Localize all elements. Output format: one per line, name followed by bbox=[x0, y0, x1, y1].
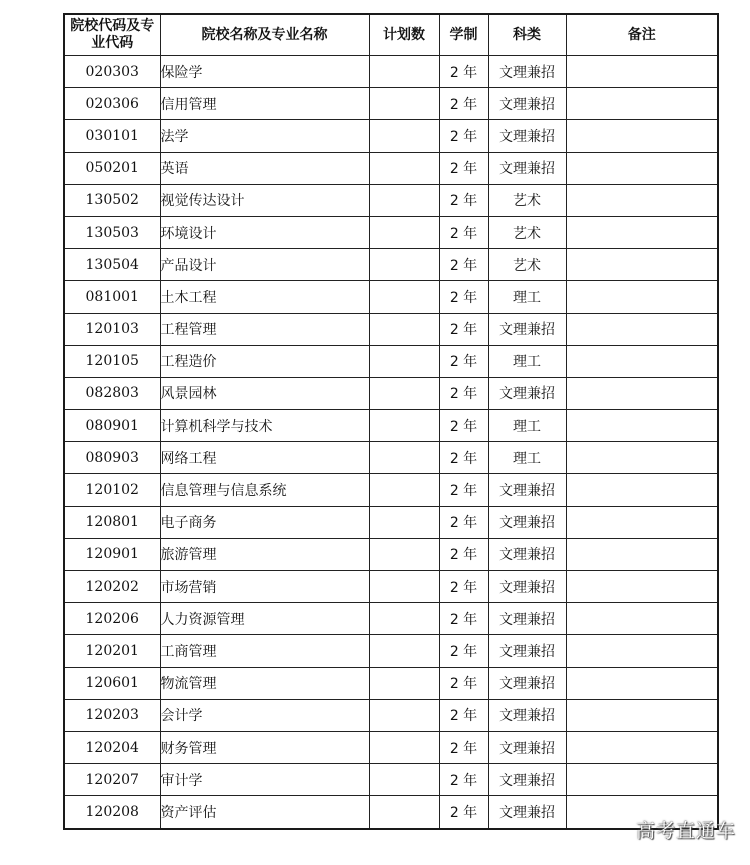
cell-category: 文理兼招 bbox=[488, 764, 566, 796]
cell-plan bbox=[369, 249, 439, 281]
cell-code: 120801 bbox=[64, 506, 160, 538]
cell-code: 120207 bbox=[64, 764, 160, 796]
cell-name: 资产评估 bbox=[160, 796, 369, 829]
cell-note bbox=[566, 410, 718, 442]
cell-plan bbox=[369, 442, 439, 474]
cell-note bbox=[566, 538, 718, 570]
cell-code: 120208 bbox=[64, 796, 160, 829]
cell-note bbox=[566, 474, 718, 506]
cell-years: 2 年 bbox=[439, 184, 488, 216]
cell-code: 120206 bbox=[64, 603, 160, 635]
cell-years: 2 年 bbox=[439, 88, 488, 120]
cell-plan bbox=[369, 184, 439, 216]
cell-years: 2 年 bbox=[439, 216, 488, 248]
cell-plan bbox=[369, 56, 439, 88]
cell-code: 050201 bbox=[64, 152, 160, 184]
cell-name: 市场营销 bbox=[160, 571, 369, 603]
cell-note bbox=[566, 216, 718, 248]
cell-category: 文理兼招 bbox=[488, 667, 566, 699]
table-row bbox=[64, 345, 718, 377]
cell-years: 2 年 bbox=[439, 249, 488, 281]
cell-category: 理工 bbox=[488, 442, 566, 474]
cell-plan bbox=[369, 313, 439, 345]
cell-plan bbox=[369, 764, 439, 796]
cell-category: 文理兼招 bbox=[488, 538, 566, 570]
cell-note bbox=[566, 506, 718, 538]
table-row bbox=[64, 603, 718, 635]
header-code: 院校代码及专业代码 bbox=[64, 14, 160, 56]
cell-years: 2 年 bbox=[439, 603, 488, 635]
cell-name: 会计学 bbox=[160, 699, 369, 731]
cell-code: 120901 bbox=[64, 538, 160, 570]
cell-name: 产品设计 bbox=[160, 249, 369, 281]
cell-code: 120202 bbox=[64, 571, 160, 603]
header-years: 学制 bbox=[439, 14, 488, 56]
cell-category: 理工 bbox=[488, 410, 566, 442]
cell-code: 082803 bbox=[64, 377, 160, 409]
cell-code: 030101 bbox=[64, 120, 160, 152]
cell-years: 2 年 bbox=[439, 699, 488, 731]
cell-name: 法学 bbox=[160, 120, 369, 152]
header-row bbox=[64, 14, 718, 56]
header-note: 备注 bbox=[566, 14, 718, 56]
table-row bbox=[64, 120, 718, 152]
cell-code: 130504 bbox=[64, 249, 160, 281]
table-row bbox=[64, 764, 718, 796]
cell-name: 环境设计 bbox=[160, 216, 369, 248]
cell-plan bbox=[369, 731, 439, 763]
cell-category: 文理兼招 bbox=[488, 506, 566, 538]
cell-years: 2 年 bbox=[439, 345, 488, 377]
cell-category: 艺术 bbox=[488, 216, 566, 248]
cell-name: 网络工程 bbox=[160, 442, 369, 474]
cell-name: 电子商务 bbox=[160, 506, 369, 538]
table-row bbox=[64, 313, 718, 345]
cell-code: 120105 bbox=[64, 345, 160, 377]
cell-category: 文理兼招 bbox=[488, 152, 566, 184]
cell-note bbox=[566, 571, 718, 603]
cell-category: 艺术 bbox=[488, 184, 566, 216]
cell-plan bbox=[369, 410, 439, 442]
cell-name: 保险学 bbox=[160, 56, 369, 88]
cell-plan bbox=[369, 635, 439, 667]
table-row bbox=[64, 571, 718, 603]
table-header bbox=[64, 14, 718, 56]
cell-note bbox=[566, 88, 718, 120]
cell-years: 2 年 bbox=[439, 571, 488, 603]
cell-note bbox=[566, 764, 718, 796]
cell-name: 工程造价 bbox=[160, 345, 369, 377]
cell-plan bbox=[369, 603, 439, 635]
cell-category: 文理兼招 bbox=[488, 731, 566, 763]
cell-code: 120102 bbox=[64, 474, 160, 506]
cell-code: 080903 bbox=[64, 442, 160, 474]
cell-name: 工商管理 bbox=[160, 635, 369, 667]
cell-note bbox=[566, 731, 718, 763]
table-row bbox=[64, 699, 718, 731]
header-name: 院校名称及专业名称 bbox=[160, 14, 369, 56]
cell-code: 120204 bbox=[64, 731, 160, 763]
header-plan: 计划数 bbox=[369, 14, 439, 56]
table-row bbox=[64, 377, 718, 409]
watermark-logo: 高考直通车 bbox=[635, 820, 736, 842]
cell-years: 2 年 bbox=[439, 152, 488, 184]
table-row bbox=[64, 442, 718, 474]
cell-category: 文理兼招 bbox=[488, 120, 566, 152]
cell-years: 2 年 bbox=[439, 442, 488, 474]
cell-years: 2 年 bbox=[439, 313, 488, 345]
cell-plan bbox=[369, 120, 439, 152]
cell-plan bbox=[369, 377, 439, 409]
cell-code: 120601 bbox=[64, 667, 160, 699]
cell-years: 2 年 bbox=[439, 474, 488, 506]
cell-code: 080901 bbox=[64, 410, 160, 442]
table-row bbox=[64, 474, 718, 506]
cell-years: 2 年 bbox=[439, 506, 488, 538]
cell-plan bbox=[369, 88, 439, 120]
cell-name: 人力资源管理 bbox=[160, 603, 369, 635]
table-row bbox=[64, 249, 718, 281]
cell-category: 文理兼招 bbox=[488, 56, 566, 88]
table-row bbox=[64, 667, 718, 699]
cell-years: 2 年 bbox=[439, 731, 488, 763]
table-row bbox=[64, 506, 718, 538]
cell-category: 文理兼招 bbox=[488, 474, 566, 506]
cell-name: 风景园林 bbox=[160, 377, 369, 409]
cell-note bbox=[566, 699, 718, 731]
majors-table bbox=[63, 13, 719, 830]
cell-category: 理工 bbox=[488, 345, 566, 377]
cell-category: 艺术 bbox=[488, 249, 566, 281]
table-row bbox=[64, 56, 718, 88]
cell-name: 视觉传达设计 bbox=[160, 184, 369, 216]
cell-years: 2 年 bbox=[439, 410, 488, 442]
cell-plan bbox=[369, 796, 439, 829]
cell-note bbox=[566, 56, 718, 88]
table-row bbox=[64, 731, 718, 763]
cell-note bbox=[566, 184, 718, 216]
cell-name: 工程管理 bbox=[160, 313, 369, 345]
table-row bbox=[64, 410, 718, 442]
table-row bbox=[64, 281, 718, 313]
cell-plan bbox=[369, 571, 439, 603]
cell-years: 2 年 bbox=[439, 56, 488, 88]
cell-category: 文理兼招 bbox=[488, 796, 566, 829]
table-row bbox=[64, 538, 718, 570]
cell-years: 2 年 bbox=[439, 377, 488, 409]
cell-code: 130503 bbox=[64, 216, 160, 248]
cell-code: 020306 bbox=[64, 88, 160, 120]
cell-note bbox=[566, 152, 718, 184]
cell-note bbox=[566, 442, 718, 474]
cell-plan bbox=[369, 152, 439, 184]
cell-note bbox=[566, 313, 718, 345]
cell-name: 物流管理 bbox=[160, 667, 369, 699]
cell-plan bbox=[369, 667, 439, 699]
cell-plan bbox=[369, 281, 439, 313]
cell-category: 文理兼招 bbox=[488, 635, 566, 667]
cell-category: 文理兼招 bbox=[488, 603, 566, 635]
cell-plan bbox=[369, 474, 439, 506]
cell-code: 120201 bbox=[64, 635, 160, 667]
cell-name: 信用管理 bbox=[160, 88, 369, 120]
cell-name: 财务管理 bbox=[160, 731, 369, 763]
cell-code: 081001 bbox=[64, 281, 160, 313]
cell-name: 英语 bbox=[160, 152, 369, 184]
cell-note bbox=[566, 635, 718, 667]
cell-name: 土木工程 bbox=[160, 281, 369, 313]
cell-note bbox=[566, 377, 718, 409]
cell-plan bbox=[369, 216, 439, 248]
cell-name: 旅游管理 bbox=[160, 538, 369, 570]
cell-category: 文理兼招 bbox=[488, 88, 566, 120]
cell-code: 120203 bbox=[64, 699, 160, 731]
cell-category: 文理兼招 bbox=[488, 377, 566, 409]
cell-code: 020303 bbox=[64, 56, 160, 88]
table-row bbox=[64, 184, 718, 216]
cell-plan bbox=[369, 506, 439, 538]
table-row bbox=[64, 635, 718, 667]
table-row bbox=[64, 216, 718, 248]
cell-note bbox=[566, 345, 718, 377]
cell-category: 理工 bbox=[488, 281, 566, 313]
cell-name: 审计学 bbox=[160, 764, 369, 796]
cell-years: 2 年 bbox=[439, 635, 488, 667]
cell-note bbox=[566, 667, 718, 699]
table-row bbox=[64, 796, 718, 829]
cell-name: 信息管理与信息系统 bbox=[160, 474, 369, 506]
cell-category: 文理兼招 bbox=[488, 313, 566, 345]
cell-category: 文理兼招 bbox=[488, 699, 566, 731]
header-category: 科类 bbox=[488, 14, 566, 56]
cell-years: 2 年 bbox=[439, 667, 488, 699]
cell-years: 2 年 bbox=[439, 120, 488, 152]
cell-plan bbox=[369, 345, 439, 377]
cell-name: 计算机科学与技术 bbox=[160, 410, 369, 442]
cell-code: 130502 bbox=[64, 184, 160, 216]
cell-years: 2 年 bbox=[439, 764, 488, 796]
cell-note bbox=[566, 120, 718, 152]
cell-years: 2 年 bbox=[439, 796, 488, 829]
cell-plan bbox=[369, 538, 439, 570]
table-row bbox=[64, 88, 718, 120]
table-body bbox=[64, 56, 718, 829]
cell-category: 文理兼招 bbox=[488, 571, 566, 603]
cell-code: 120103 bbox=[64, 313, 160, 345]
cell-years: 2 年 bbox=[439, 281, 488, 313]
cell-note bbox=[566, 249, 718, 281]
cell-years: 2 年 bbox=[439, 538, 488, 570]
cell-plan bbox=[369, 699, 439, 731]
table-row bbox=[64, 152, 718, 184]
cell-note bbox=[566, 281, 718, 313]
cell-note bbox=[566, 603, 718, 635]
